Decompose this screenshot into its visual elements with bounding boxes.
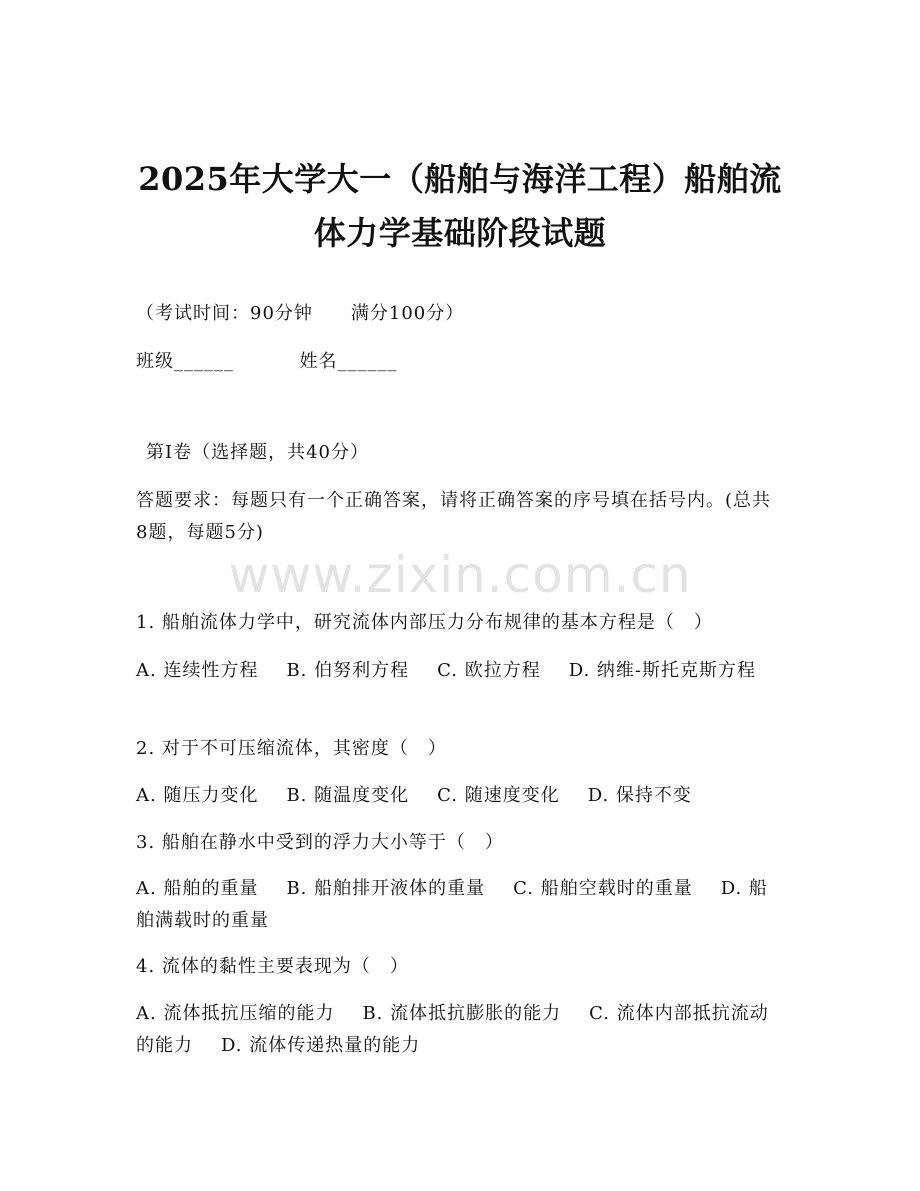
question-stem: 2. 对于不可压缩流体，其密度（ ）	[136, 738, 447, 759]
student-fields	[136, 346, 796, 378]
option: C. 随速度变化	[437, 785, 560, 806]
title-line-2: 体力学基础阶段试题	[313, 214, 607, 252]
exam-title	[100, 152, 820, 260]
option: D. 流体传递热量的能力	[221, 1035, 421, 1056]
question-stem: 1. 船舶流体力学中，研究流体内部压力分布规律的基本方程是（ ）	[136, 612, 713, 633]
option: C. 船舶空载时的重量	[513, 878, 693, 899]
name-field: 姓名______	[299, 351, 398, 372]
option: A. 连续性方程	[136, 660, 259, 681]
class-field: 班级______	[136, 351, 234, 372]
title-line-1: 2025年大学大一（船舶与海洋工程）船舶流	[138, 160, 782, 198]
question-options	[136, 655, 781, 687]
option: D. 保持不变	[587, 785, 692, 806]
option: A. 船舶的重量	[136, 878, 259, 899]
option: D. 纳维-斯托克斯方程	[568, 660, 757, 681]
question-options	[136, 780, 796, 812]
option: D. 船舶满载时的重量	[136, 878, 768, 931]
instructions: 答题要求：每题只有一个正确答案，请将正确答案的序号填在括号内。(总共8题，每题5分)	[136, 490, 772, 543]
watermark: www.zixin.com.cn	[228, 546, 692, 604]
option: B. 流体抵抗膨胀的能力	[362, 1003, 562, 1024]
option: C. 流体内部抵抗流动的能力	[136, 1003, 769, 1056]
option: B. 随温度变化	[286, 785, 410, 806]
question-options	[136, 998, 781, 1062]
question-stem: 3. 船舶在静水中受到的浮力大小等于（ ）	[136, 832, 504, 853]
option: C. 欧拉方程	[437, 660, 541, 681]
exam-info: （考试时间：90分钟 满分100分）	[136, 303, 465, 324]
question-options	[136, 873, 781, 937]
option: A. 随压力变化	[136, 785, 259, 806]
section-title: 第Ⅰ卷（选择题，共40分）	[146, 442, 370, 463]
question-stem: 4. 流体的黏性主要表现为（ ）	[136, 956, 409, 977]
option: B. 伯努利方程	[286, 660, 410, 681]
option: B. 船舶排开液体的重量	[286, 878, 486, 899]
option: A. 流体抵抗压缩的能力	[136, 1003, 335, 1024]
